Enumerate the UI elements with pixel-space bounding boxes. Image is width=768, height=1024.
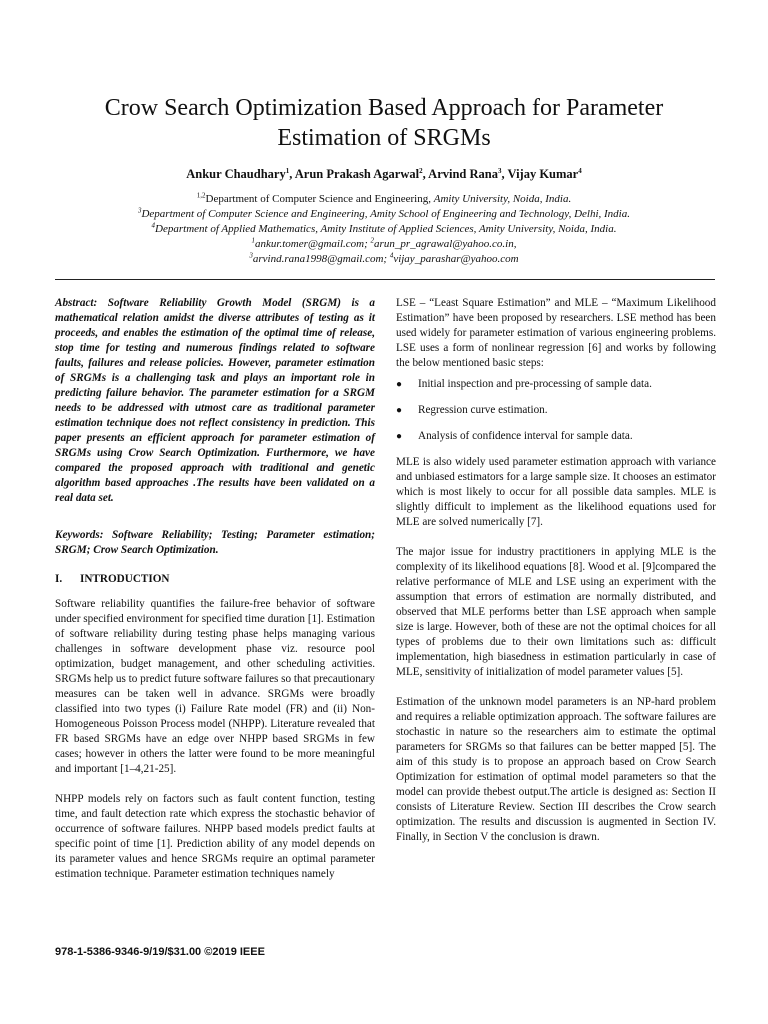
affiliation-text: Department of Applied Mathematics, Amity Institute of Applied Sciences, Amity University, Noida, India. (155, 223, 617, 235)
author-sep: , (422, 167, 429, 181)
affiliation-text: Department of Computer Science and Engineering, Amity School of Engineering and Technology, Delhi, India. (141, 208, 630, 220)
left-column (55, 296, 375, 882)
keywords: Keywords: Software Reliability; Testing; Parameter estimation; SRGM; Crow Search Optimization. (55, 529, 375, 556)
header-divider (55, 279, 715, 280)
author-name: Arvind Rana (428, 167, 498, 181)
paper-title (60, 93, 708, 153)
affiliation-1 (40, 192, 728, 207)
list-item (396, 429, 716, 444)
affiliation-2 (40, 207, 728, 222)
author-name: Vijay Kumar (507, 167, 579, 181)
author-sup: 3 (497, 166, 502, 175)
copyright-footer: 978-1-5386-9346-9/19/$31.00 ©2019 IEEE (55, 946, 265, 958)
right-column (396, 296, 716, 845)
intro-paragraph-2: NHPP models rely on factors such as fault content function, testing time, and fault detection rate which express the stochastic behavior of occurrence of software failures. NHPP based models predict faults at specific point of time [1]. Prediction ability of any model depends on its parameter values and hence SRGMs require an optimal parameter estimation technique. Parameter estimation techniques namely (55, 793, 375, 880)
affiliation-sup: 4 (151, 221, 156, 230)
author-name: Arun Prakash Agarwal (294, 167, 420, 181)
list-item-text: Initial inspection and pre-processing of sample data. (418, 378, 652, 390)
email-sup: 3 (249, 251, 253, 260)
author-name: Ankur Chaudhary (186, 167, 286, 181)
title-line-1: Crow Search Optimization Based Approach for Parameter (104, 95, 664, 121)
emails-line-1 (40, 237, 728, 252)
list-item (396, 377, 716, 392)
affiliations (40, 192, 728, 267)
abstract: Abstract: Software Reliability Growth Model (SRGM) is a mathematical relation amidst the diverse attributes of testing as it proceeds, and enables the estimation of the optimal time of release, stop time for testing and numerous findings related to software faults, failures and release policies. However, parameter estimation of SRGMs is a challenging task and plays an important role in predicting failure behavior. The parameter estimation for a SRGM needs to be addressed with utmost care as traditional parameter estimation technique does not reflect consistency in prediction. This paper presents an efficient approach for parameter estimation of SRGMs using Crow Search Optimization. Furthermore, we have compared the proposed approach with traditional and genetic algorithm based approaches .The results have been validated on a real data set. (55, 297, 375, 504)
section-number: I. (55, 573, 63, 585)
mle-issue-paragraph: The major issue for industry practitioners in applying MLE is the complexity of its likelihood equations [8]. Wood et al. [9]compared the relative performance of MLE and LSE using an experiment with the assumption that errors of estimation are normally distributed, and observed that MLE performs better than LSE approach when sample size is large. However, both of these are not the optimal choices for all types of problems due to their own limitations such as: difficult implementation, high biasedness in estimation particularly in case of MLE, sensitivity of initialization of model parameter values [5]. (396, 546, 716, 678)
lse-steps-list (396, 377, 716, 444)
section-title: INTRODUCTION (80, 573, 170, 585)
list-item (396, 403, 716, 418)
author-sep: , (289, 167, 295, 181)
email-link[interactable]: arun_pr_agrawal@yahoo.co.in, (374, 238, 517, 250)
estimation-paragraph: Estimation of the unknown model parameters is an NP-hard problem and requires a reliable optimization approach. The software failures are stochastic in nature so the researchers aim to estimate the optimal parameters for SRGMs so that failures can be better mapped [5]. The aim of this study is to propose an approach based on Crow Search Optimization for estimation of optimal model parameters so that the model can provide thebest output.The article is designed as: Section II consists of Literature Review. Section III describes the Crow search optimization. The results and discussion is augmented in Section IV. Finally, in Section V the conclusion is drawn. (396, 696, 716, 843)
email-sup: 2 (370, 236, 375, 245)
author-sep: , (501, 167, 508, 181)
title-line-2: Estimation of SRGMs (277, 125, 491, 151)
affiliation-text: Department of Computer Science and Engineering, (205, 193, 434, 205)
author-sup: 2 (419, 166, 423, 175)
list-item-text: Regression curve estimation. (418, 404, 548, 416)
mle-paragraph: MLE is also widely used parameter estimation approach with variance and unbiased estimators for a large sample size. It chooses an estimator which is most likely to occur for all possible data samples. MLE is slightly difficult to implement as the likelihood equations used for MLE are solved numerically [7]. (396, 456, 716, 528)
email-link[interactable]: arvind.rana1998@gmail.com; (252, 253, 390, 265)
lse-mle-paragraph: LSE – “Least Square Estimation” and MLE – “Maximum Likelihood Estimation” have been proposed by researchers. LSE method has been used widely for parameter estimation of various engineering problems. LSE uses a form of nonlinear regression [6] and works by following the below mentioned basic steps: (396, 297, 716, 369)
author-list (40, 167, 728, 182)
bullet-icon: ● (396, 431, 403, 442)
affiliation-sup: 3 (137, 206, 142, 215)
affiliation-italic: Amity University, Noida, India. (433, 193, 572, 205)
bullet-icon: ● (396, 379, 403, 390)
affiliation-sup: 1,2 (196, 191, 206, 200)
author-sup: 4 (578, 166, 582, 175)
list-item-text: Analysis of confidence interval for sample data. (418, 430, 633, 442)
email-sup: 1 (251, 236, 256, 245)
affiliation-3 (40, 222, 728, 237)
email-link[interactable]: vijay_parashar@yahoo.com (393, 253, 519, 265)
bullet-icon: ● (396, 405, 403, 416)
emails-line-2 (40, 252, 728, 267)
intro-paragraph-1: Software reliability quantifies the failure-free behavior of software under specified environment for specified time duration [1]. Estimation of software reliability during testing phase helps managing various challenges in software development phase viz. resource pool optimization, budget management, and other scheduling activities. SRGMs help us to predict future software failures so that precautionary measures can be taken well in advance. SRGMs were broadly classified into two types (i) Failure Rate model (FR) and (ii) Non-Homogeneous Poisson Process model (NHPP). Literature revealed that FR based SRGMs have an edge over NHPP based SRGMs in few cases; however in others the latter were found to be more meaningful and important [1–4,21-25]. (55, 598, 376, 775)
email-link[interactable]: ankur.tomer@gmail.com; (255, 238, 371, 250)
section-heading-introduction (55, 572, 375, 587)
email-sup: 4 (389, 251, 394, 260)
author-sup: 1 (285, 166, 290, 175)
